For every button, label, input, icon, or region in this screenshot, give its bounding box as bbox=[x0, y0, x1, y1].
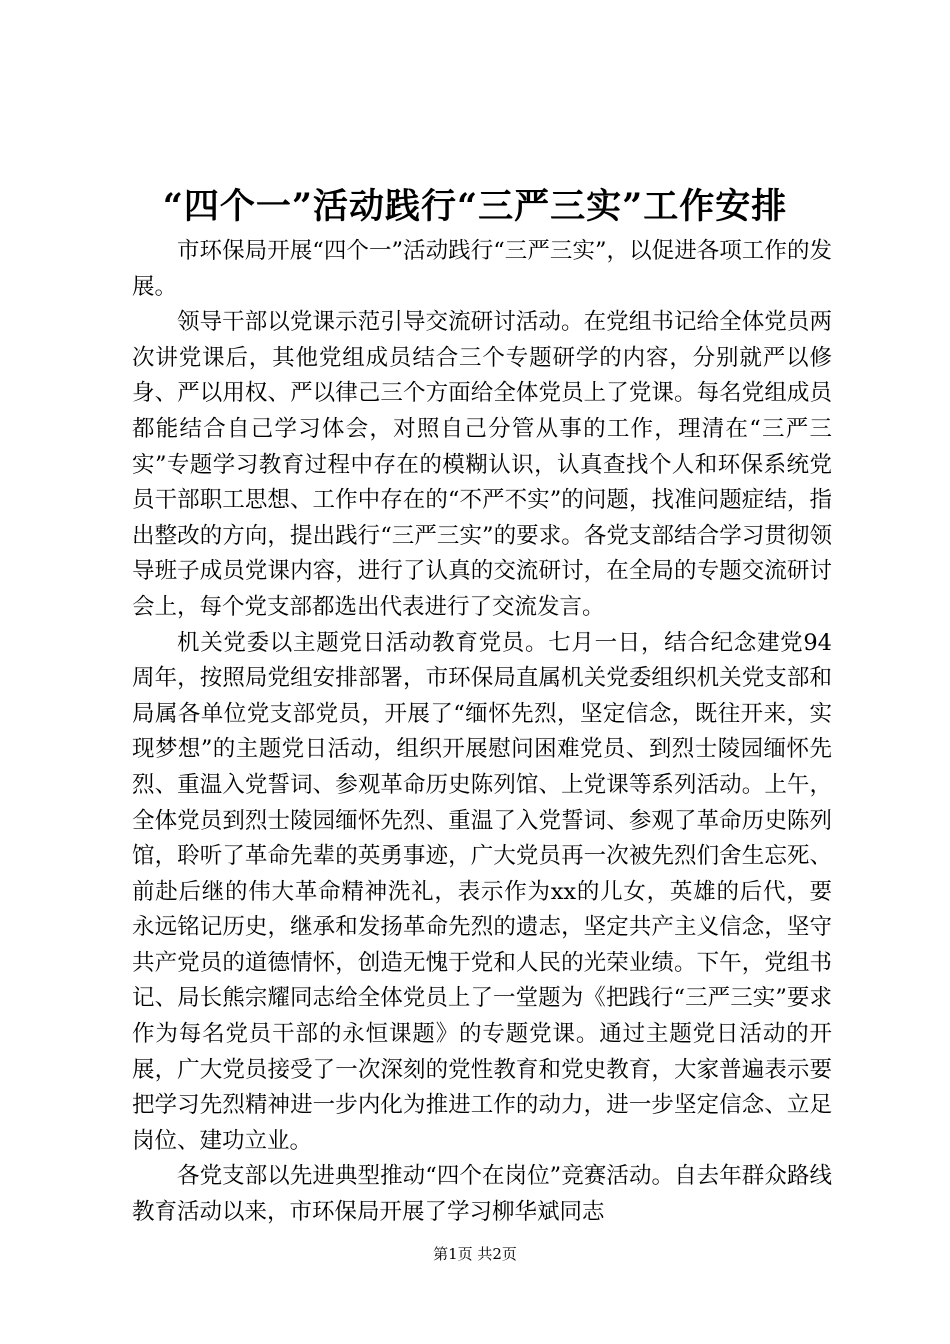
paragraph-party-lecture: 领导干部以党课示范引导交流研讨活动。在党组书记给全体党员两次讲党课后，其他党组成员结合三个专题研学的内容，分别就严以修身、严以用权、严以律己三个方面给全体党员上了党课。每名党组成员都能结合自己学习体会，对照自己分管从事的工作，理清在“三严三实”专题学习教育过程中存在的模糊认识，认真查找个人和环保系统党员干部职工思想、工作中存在的“不严不实”的问题，找准问题症结，指出整改的方向，提出践行“三严三实”的要求。各党支部结合学习贯彻领导班子成员党课内容，进行了认真的交流研讨，在全局的专题交流研讨会上，每个党支部都选出代表进行了交流发言。 bbox=[132, 309, 832, 620]
paragraph-intro: 市环保局开展“四个一”活动践行“三严三实”，以促进各项工作的发展。 bbox=[132, 238, 832, 300]
paragraph-competition: 各党支部以先进典型推动“四个在岗位”竞赛活动。自去年群众路线教育活动以来，市环保局开展了学习柳华斌同志 bbox=[132, 1163, 832, 1226]
document-title: “四个一”活动践行“三严三实”工作安排 bbox=[162, 186, 788, 227]
paragraph-theme-day: 机关党委以主题党日活动教育党员。七月一日，结合纪念建党94周年，按照局党组安排部署，市环保局直属机关党委组织机关党支部和局属各单位党支部党员，开展了“缅怀先烈，坚定信念，既往开来，实现梦想”的主题党日活动，组织开展慰问困难党员、到烈士陵园缅怀先烈、重温入党誓词、参观革命历史陈列馆、上党课等系列活动。上午，全体党员到烈士陵园缅怀先烈、重温了入党誓词、参观了革命历史陈列馆，聆听了革命先辈的英勇事迹，广大党员再一次被先烈们舍生忘死、前赴后继的伟大革命精神洗礼，表示作为xx的儿女，英雄的后代，要永远铭记历史，继承和发扬革命先烈的遗志，坚定共产主义信念，坚守共产党员的道德情怀，创造无愧于党和人民的光荣业绩。下午，党组书记、局长熊宗耀同志给全体党员上了一堂题为《把践行“三严三实”要求作为每名党员干部的永恒课题》的专题党课。通过主题党日活动的开展，广大党员接受了一次深刻的党性教育和党史教育，大家普遍表示要把学习先烈精神进一步内化为推进工作的动力，进一步坚定信念、立足岗位、建功立业。 bbox=[132, 629, 832, 1154]
page-number-footer: 第1页 共2页 bbox=[433, 1245, 517, 1263]
document-body bbox=[132, 234, 832, 1231]
